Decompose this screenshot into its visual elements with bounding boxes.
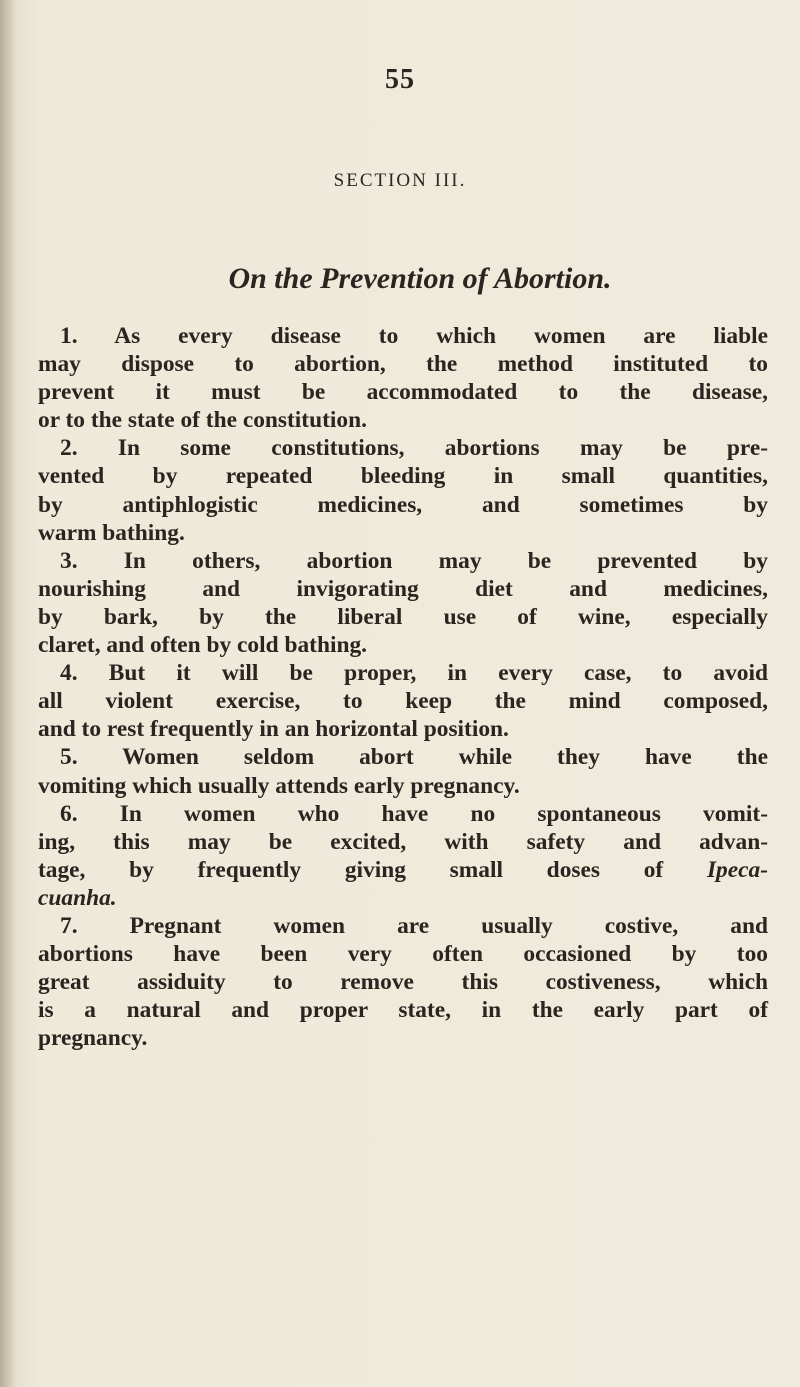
- text-line: by bark, by the liberal use of wine, especially: [38, 603, 768, 630]
- text-line: ing, this may be excited, with safety and advan-: [38, 828, 768, 855]
- text-line: 4. But it will be proper, in every case, to avoid: [60, 660, 768, 687]
- text-line: nourishing and invigorating diet and medicines,: [38, 575, 768, 602]
- text-line: abortions have been very often occasioned by too: [38, 941, 768, 968]
- text-line: 6. In women who have no spontaneous vomit-: [60, 800, 768, 827]
- binding-gutter: [0, 0, 16, 1387]
- text-line: tage, by frequently giving small doses of Ipeca-: [38, 856, 768, 883]
- text-line: or to the state of the constitution.: [38, 407, 367, 434]
- text-line: is a natural and proper state, in the early part of: [38, 997, 768, 1024]
- text-line: 3. In others, abortion may be prevented by: [60, 547, 768, 574]
- body-text: [38, 322, 768, 1052]
- paragraph-6: [38, 800, 768, 912]
- text-line: 7. Pregnant women are usually costive, and: [60, 912, 768, 939]
- text-line: 2. In some constitutions, abortions may be pre-: [60, 435, 768, 462]
- chapter-title: On the Prevention of Abortion.: [228, 262, 612, 295]
- italic-term: Ipeca-: [706, 856, 768, 883]
- text-line: [38, 884, 768, 912]
- text-line: great assiduity to remove this costiveness, which: [38, 969, 768, 996]
- paragraph-7: [38, 912, 768, 1052]
- text-line: all violent exercise, to keep the mind composed,: [38, 688, 768, 715]
- paragraph-2: [38, 434, 768, 546]
- text-line: vented by repeated bleeding in small quantities,: [38, 463, 768, 490]
- text-line: 1. As every disease to which women are liable: [60, 323, 768, 349]
- text-line: pregnancy.: [38, 1025, 148, 1052]
- text-line: vomiting which usually attends early pregnancy.: [38, 772, 520, 799]
- text-line: by antiphlogistic medicines, and sometimes by: [38, 491, 768, 518]
- paragraph-5: [38, 743, 768, 799]
- text-line: claret, and often by cold bathing.: [38, 632, 368, 659]
- text-line: prevent it must be accommodated to the disease,: [38, 379, 768, 406]
- page-number: 55: [385, 64, 415, 95]
- text-line: warm bathing.: [38, 519, 185, 546]
- text-line: and to rest frequently in an horizontal position.: [38, 716, 509, 743]
- section-label: SECTION III.: [333, 170, 467, 191]
- paragraph-3: [38, 547, 768, 659]
- paragraph-1: [38, 322, 768, 434]
- text-line: 5. Women seldom abort while they have the: [60, 744, 768, 771]
- italic-term: cuanha.: [38, 884, 117, 911]
- paragraph-4: [38, 659, 768, 743]
- text-line: may dispose to abortion, the method instituted to: [38, 351, 768, 378]
